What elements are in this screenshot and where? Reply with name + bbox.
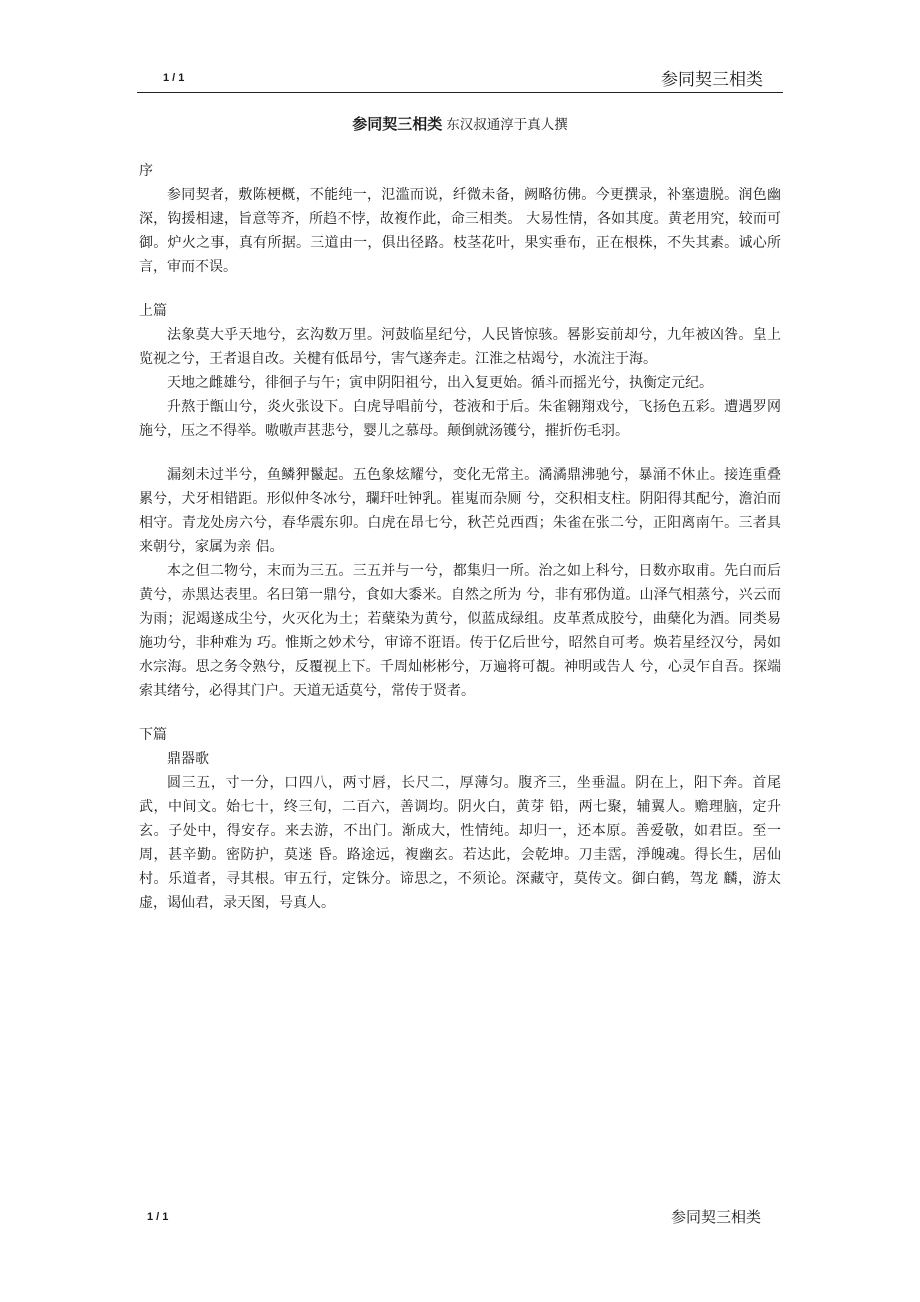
spacer [139,279,781,299]
document-title: 参同契三相类 [352,115,443,133]
document-body [139,112,781,915]
footer-page-number: 1 / 1 [147,1211,169,1223]
preface-paragraph: 参同契者，敷陈梗概，不能纯一，氾滥而说，纤微未备，阙略彷佛。今更撰录，补塞遗脱。润色幽深，钩援相逮，旨意等齐，所趋不悖，故複作此，命三相类。 大易性情，各如其度。黄老用究，较而可御。炉火之事，真有所据。三道由一，俱出径路。枝茎花叶，果实垂布，正在根株，不失其素。诚心所言，审而不误。 [139,187,781,275]
upper-paragraph: 漏刻未过半兮，鱼鳞狎鬣起。五色象炫耀兮，变化无常主。潏潏鼎沸驰兮，暴涌不休止。接连重叠累兮，犬牙相错距。形似仲冬冰兮，瓓玕吐钟乳。崔嵬而杂厕 兮，交积相支柱。阴阳得其配兮，澹泊而相守。青龙处房六兮，春华震东卯。白虎在昂七兮，秋芒兑西酉；朱雀在张二兮，正阳离南午。三者具来朝兮，家属为亲 侣。 [139,467,781,555]
footer-title: 参同契三相类 [670,1208,761,1226]
section-upper-label: 上篇 [139,303,167,319]
section-lower-label: 下篇 [139,727,167,743]
document-title-line [139,112,781,137]
page-footer [137,1206,783,1230]
document-author: 东汉叔通淳于真人撰 [446,117,568,133]
header-title: 参同契三相类 [661,70,763,90]
page-header [137,60,783,93]
upper-paragraph: 法象莫大乎天地兮，玄沟数万里。河鼓临星纪兮，人民皆惊骇。晷影妄前却兮，九年被凶咎。皇上览视之兮，王者退自改。关楗有低昂兮，害气遂奔走。江淮之枯竭兮，水流注于海。 [139,327,781,367]
header-page-number: 1 / 1 [163,72,185,84]
lower-paragraph: 圆三五，寸一分，口四八，两寸唇，长尺二，厚薄匀。腹齐三，坐垂温。阴在上，阳下奔。首尾武，中间文。始七十，终三旬，二百六，善调均。阴火白，黄芽 铅，两七聚，辅翼人。赡理脑，定升玄。子处中，得安存。来去游，不出门。渐成大，性情纯。却归一，还本原。善爱敬，如君臣。至一周，甚辛勤。密防护，莫迷 昏。路途远，複幽玄。若达此，会乾坤。刀圭霑，淨魄魂。得长生，居仙村。乐道者，寻其根。审五行，定铢分。谛思之，不须论。深藏守，莫传文。御白鹤，驾龙 麟，游太虚，谒仙君，录天图，号真人。 [139,775,781,911]
upper-paragraph: 本之但二物兮，末而为三五。三五并与一兮，都集归一所。治之如上科兮，日数亦取甫。先白而后黄兮，赤黑达表里。名曰第一鼎兮，食如大黍米。自然之所为 兮，非有邪伪道。山泽气相蒸兮，兴云而为雨；泥竭遂成尘兮，火灭化为土；若蘖染为黄兮，似蓝成绿组。皮革煮成胶兮，曲蘖化为酒。同类易施功兮，非种难为 巧。惟斯之妙术兮，审谛不诳语。传于亿后世兮，昭然自可考。焕若星经汉兮，昺如水宗海。思之务令熟兮，反覆视上下。千周灿彬彬兮，万遍将可覩。神明或告人 兮，心灵乍自吾。探端索其绪兮，必得其门户。天道无适莫兮，常传于贤者。 [139,563,781,699]
lower-subtitle: 鼎器歌 [167,751,209,767]
spacer [139,443,781,463]
upper-paragraph: 升熬于甑山兮，炎火张设下。白虎导唱前兮，苍液和于后。朱雀翱翔戏兮，飞扬色五彩。遭遇罗网施兮，压之不得举。嗷嗷声甚悲兮，婴儿之慕母。颠倒就汤镬兮，摧折伤毛羽。 [139,399,781,439]
spacer [139,703,781,723]
section-preface-label: 序 [139,163,153,179]
upper-paragraph: 天地之雌雄兮，徘徊子与午；寅申阴阳祖兮，出入复更始。循斗而摇光兮，执衡定元纪。 [167,375,713,391]
